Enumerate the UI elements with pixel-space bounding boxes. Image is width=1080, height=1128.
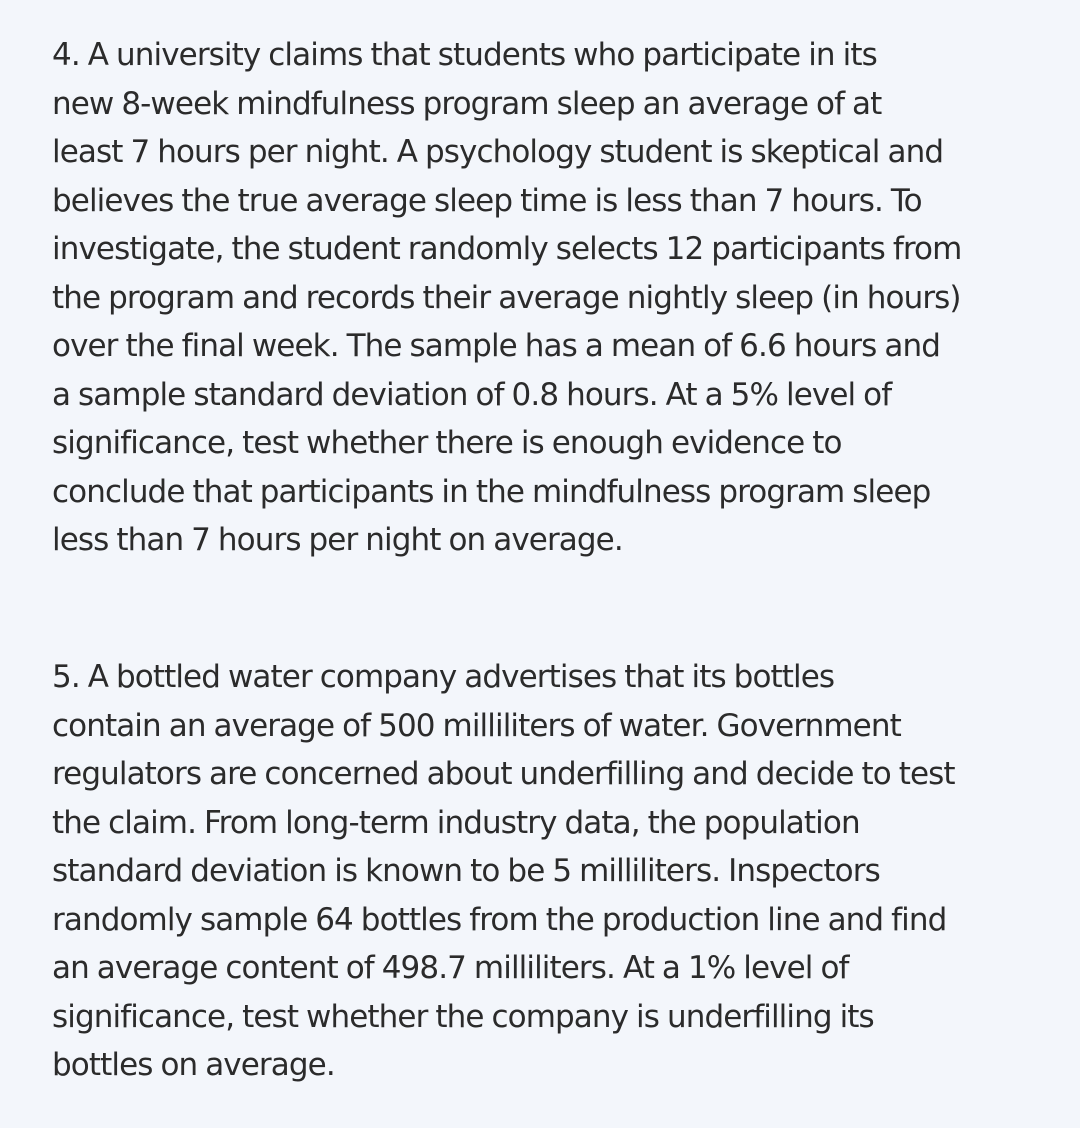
problem-4-line: new 8-week mindfulness program sleep an average of at [52,85,882,122]
problem-5-line: the claim. From long-term industry data, the population [52,804,860,841]
problem-5-line: randomly sample 64 bottles from the production line and find [52,901,947,938]
problem-5-line: 5. A bottled water company advertises that its bottles [52,659,835,695]
problem-5-line: regulators are concerned about underfilling and decide to test [52,756,955,792]
problem-4-line: over the final week. The sample has a mean of 6.6 hours and [52,328,940,364]
problem-4-line: 4. A university claims that students who participate in its [52,37,877,73]
problem-5-line: an average content of 498.7 milliliters. At a 1% level of [52,950,849,986]
problem-4-line: less than 7 hours per night on average. [52,522,623,558]
problem-4-line: investigate, the student randomly selects 12 participants from [52,231,962,267]
problem-4-line: least 7 hours per night. A psychology student is skeptical and [52,134,944,170]
problem-4-line: the program and records their average nightly sleep (in hours) [52,279,961,316]
problem-4-line: believes the true average sleep time is less than 7 hours. To [52,182,922,219]
problem-5-text [52,653,1042,1090]
problem-5-line: significance, test whether the company is underfilling its [52,998,874,1035]
problem-4-line: a sample standard deviation of 0.8 hours. At a 5% level of [52,376,892,413]
problem-4-line: conclude that participants in the mindfulness program sleep [52,473,931,510]
problem-5-line: standard deviation is known to be 5 milliliters. Inspectors [52,853,880,889]
problem-5-line: bottles on average. [52,1047,335,1083]
problem-4-line: significance, test whether there is enough evidence to [52,425,842,461]
problem-4-text [52,31,1042,565]
problem-5-line: contain an average of 500 milliliters of water. Government [52,707,901,744]
